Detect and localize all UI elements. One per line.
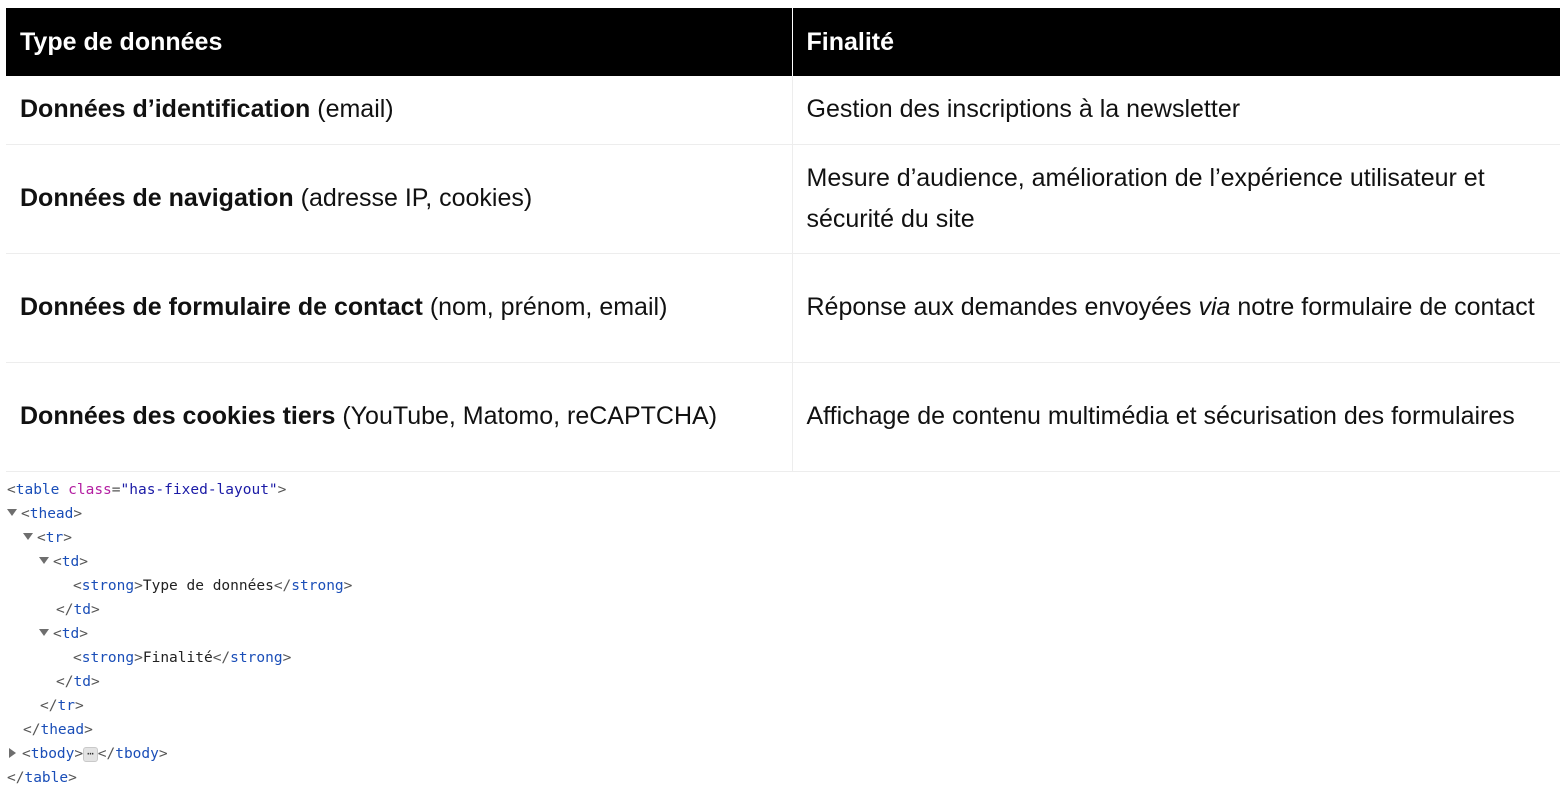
collapse-triangle-icon[interactable]	[39, 629, 49, 636]
devtools-element-tree	[0, 478, 1560, 790]
data-type-cell	[6, 362, 792, 471]
header-type: Type de données	[6, 8, 792, 76]
header-purpose: Finalité	[792, 8, 1560, 76]
purpose-cell: Affichage de contenu multimédia et sécurisation des formulaires	[792, 362, 1560, 471]
table-row	[6, 253, 1560, 362]
tag-name: tbody	[115, 746, 159, 762]
data-type-detail: (YouTube, Matomo, reCAPTCHA)	[335, 402, 718, 430]
table-row	[6, 362, 1560, 471]
tag-name: tr	[57, 698, 75, 714]
node-strong[interactable]: <strong>Type de données</strong>	[73, 578, 353, 594]
header-row	[6, 8, 1560, 76]
node-tbody-collapsed[interactable]: <tbody> ⋯ </tbody>	[7, 742, 168, 766]
purpose-italic-via: via	[1198, 293, 1231, 321]
node-text[interactable]: Finalité	[142, 650, 213, 666]
tag-name: td	[73, 674, 91, 690]
attr-name: class	[68, 482, 112, 498]
tag-name: tr	[45, 530, 64, 546]
tag-name: table	[24, 770, 69, 786]
data-type-detail: (adresse IP, cookies)	[293, 184, 533, 212]
table-head	[6, 8, 1560, 76]
table-body	[6, 76, 1560, 471]
expand-triangle-icon[interactable]	[9, 748, 16, 758]
purpose-cell: Mesure d’audience, amélioration de l’expérience utilisateur et sécurité du site	[792, 144, 1560, 253]
data-type-detail: (email)	[310, 95, 394, 124]
collapse-triangle-icon[interactable]	[39, 557, 49, 564]
data-type-cell	[6, 253, 792, 362]
data-type-cell	[6, 144, 792, 253]
tag-name: strong	[81, 578, 135, 594]
data-type-label: Données de navigation	[20, 184, 294, 212]
tag-name: td	[61, 554, 80, 570]
node-tr-open[interactable]: <tr>	[23, 526, 72, 550]
data-type-cell	[6, 76, 792, 144]
tag-name: thead	[29, 506, 74, 522]
purpose-cell	[792, 253, 1560, 362]
node-thead-open[interactable]: <thead>	[7, 502, 82, 526]
data-type-label: Données d’identification	[20, 95, 311, 124]
tag-name: table	[15, 482, 60, 498]
tag-name: strong	[230, 650, 283, 666]
purpose-cell: Gestion des inscriptions à la newsletter	[792, 76, 1560, 144]
node-thead-close[interactable]: </thead>	[23, 722, 93, 738]
node-td-close[interactable]: </td>	[56, 602, 100, 618]
data-type-label: Données de formulaire de contact	[20, 293, 423, 321]
node-td-open[interactable]: <td>	[39, 550, 88, 574]
attr-value[interactable]: "has-fixed-layout"	[120, 482, 278, 498]
data-purpose-table	[6, 8, 1560, 472]
table-row	[6, 144, 1560, 253]
tag-name: td	[61, 626, 80, 642]
node-strong[interactable]: <strong>Finalité</strong>	[73, 650, 292, 666]
data-type-label: Données des cookies tiers	[20, 402, 336, 430]
tag-name: strong	[291, 578, 344, 594]
node-text[interactable]: Type de données	[142, 578, 274, 594]
collapsed-content-ellipsis[interactable]: ⋯	[83, 747, 98, 762]
purpose-text: notre formulaire de contact	[1230, 293, 1535, 321]
data-type-detail: (nom, prénom, email)	[422, 293, 668, 321]
node-table-close[interactable]: </table>	[7, 770, 77, 786]
tag-name: td	[73, 602, 91, 618]
node-table-open[interactable]: <table class="has-fixed-layout">	[7, 482, 287, 498]
node-td-close[interactable]: </td>	[56, 674, 100, 690]
purpose-text: Réponse aux demandes envoyées	[806, 293, 1199, 321]
node-tr-close[interactable]: </tr>	[40, 698, 84, 714]
collapse-triangle-icon[interactable]	[23, 533, 33, 540]
node-td-open[interactable]: <td>	[39, 622, 88, 646]
tag-name: strong	[81, 650, 135, 666]
table-row	[6, 76, 1560, 144]
collapse-triangle-icon[interactable]	[7, 509, 17, 516]
tag-name: tbody	[30, 746, 75, 762]
tag-name: thead	[40, 722, 85, 738]
